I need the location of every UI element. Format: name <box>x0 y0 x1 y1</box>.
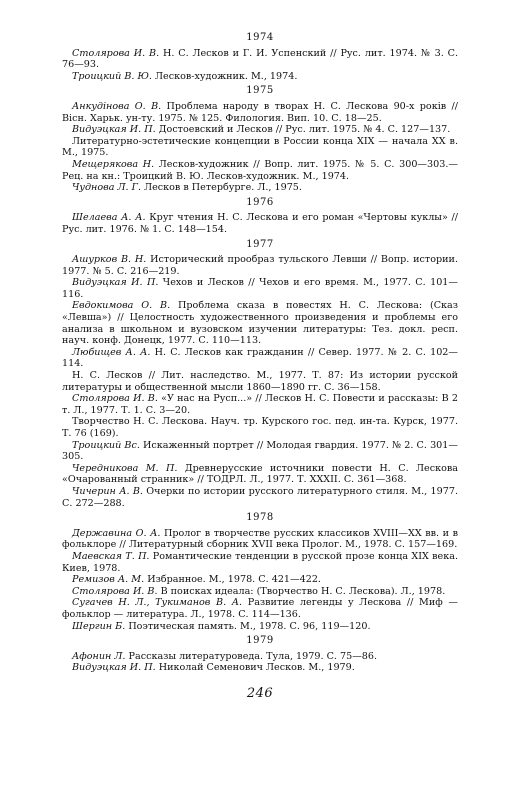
bibliography-entry <box>62 551 458 574</box>
entry-text: Избранное. М., 1978. С. 421—422. <box>144 574 321 586</box>
bibliography-entry <box>62 124 458 136</box>
bibliography-entry <box>62 347 458 370</box>
entry-author: Чичерин А. В. <box>72 485 143 497</box>
bibliography-entry <box>62 528 458 551</box>
bibliography-entry <box>62 574 458 586</box>
bibliography-entry <box>62 440 458 463</box>
entry-text: Чехов и Лесков // Чехов и его время. М., 1977. С. 101—116. <box>62 277 458 300</box>
entry-author: Любищев А. А. <box>72 346 151 358</box>
year-heading: 1974 <box>246 32 274 43</box>
entry-author: Сугачев Н. Л., Тукиманов В. А. <box>72 597 243 609</box>
bibliography-entry <box>62 662 458 674</box>
bibliography-entry <box>62 463 458 486</box>
entry-author: Анкудінова О. В. <box>72 100 162 112</box>
bibliography-entry <box>62 651 458 663</box>
entry-text: Н. С. Лесков и Г. И. Успенский // Рус. лит. 1974. № 3. С. 76—93. <box>62 47 458 71</box>
entry-text: Николай Семенович Лесков. М., 1979. <box>155 662 355 674</box>
bibliography-entry <box>62 182 458 194</box>
entry-text: Развитие легенды у Лескова // Миф — фольклор — литература. Л., 1978. С. 114—136. <box>62 597 458 620</box>
entry-author: Маевская Т. П. <box>72 550 150 562</box>
year-heading: 1976 <box>246 196 274 208</box>
entry-text: Исторический прообраз тульского Левши // Вопр. истории. 1977. № 5. С. 216—219. <box>62 254 458 277</box>
year-heading: 1978 <box>246 512 274 524</box>
bibliography-entry <box>62 71 458 83</box>
year-heading: 1975 <box>246 85 274 97</box>
bibliography-entry <box>62 393 458 416</box>
year-heading: 1979 <box>246 635 274 647</box>
entry-text: В поисках идеала: (Творчество Н. С. Лескова). Л., 1978. <box>157 585 446 597</box>
entry-author: Чередникова М. П. <box>72 462 178 474</box>
entry-author: Столярова И. В. <box>72 393 158 405</box>
entry-author: Видуэцкая И. П. <box>72 277 159 289</box>
entry-text: Проблема сказа в повестях Н. С. Лескова: (Сказ «Левша») // Целостность художественного произведения и проблемы его анализа в школьном и вузовском изучении литературы: Тез. докл. респ. науч. конф. Донецк, 1977. С. 110—113. <box>62 300 459 347</box>
bibliography-entry <box>62 300 458 346</box>
entry-author: Чуднова Л. Г. <box>72 182 142 194</box>
entry-text: Достоевский и Лесков // Рус. лит. 1975. № 4. С. 127—137. <box>155 124 451 136</box>
entry-author: Видуэцкая И. П. <box>72 662 156 674</box>
year-heading: 1977 <box>246 238 274 250</box>
entry-text: Очерки по истории русского литературного стиля. М., 1977. С. 272—288. <box>62 485 458 509</box>
bibliography-entry <box>62 277 458 300</box>
entry-text: Проблема народу в творах Н. С. Лескова 90-х років // Вісн. Харьк. ун-ту. 1975. № 125. Филология. Вип. 10. С. 18—25. <box>62 100 458 124</box>
entry-text: Поэтическая память. М., 1978. С. 96, 119—120. <box>125 620 371 632</box>
bibliography-entry <box>62 254 458 277</box>
entry-text: Пролог в творчестве русских классиков XVIII—XX вв. и в фольклоре // Литературный сборник XVII века Пролог. М., 1978. С. 157—169. <box>62 527 459 551</box>
entry-author: Шелаева А. А. <box>72 212 146 224</box>
entry-text: Литературно-эстетические концепции в России конца XIX — начала XX в. М., 1975. <box>62 135 458 159</box>
entry-text: Лесков-художник // Вопр. лит. 1975. № 5. С. 300—303.— Рец. на кн.: Троицкий В. Ю. Лесков-художник. М., 1974. <box>62 158 458 182</box>
bibliography-content <box>62 32 458 674</box>
bibliography-entry <box>62 159 458 182</box>
entry-author: Шергин Б. <box>72 620 126 632</box>
entry-text: Искаженный портрет // Молодая гвардия. 1977. № 2. С. 301—305. <box>62 439 458 463</box>
bibliography-entry <box>62 621 458 633</box>
bibliography-entry <box>62 416 458 439</box>
bibliography-entry <box>62 597 458 620</box>
bibliography-entry <box>62 48 458 71</box>
entry-author: Столярова И. В. <box>72 47 160 59</box>
entry-text: Лесков-художник. М., 1974. <box>151 70 298 82</box>
entry-author: Видуэцкая И. П. <box>72 124 156 136</box>
entry-text: Н. С. Лесков как гражданин // Север. 1977. № 2. С. 102—114. <box>62 346 458 370</box>
entry-author: Афонин Л. <box>72 650 126 662</box>
bibliography-entry <box>62 136 458 159</box>
entry-text: Лесков в Петербурге. Л., 1975. <box>141 182 302 194</box>
bibliography-entry <box>62 101 458 124</box>
bibliography-entry <box>62 586 458 598</box>
entry-author: Троицкий В. Ю. <box>72 70 152 82</box>
entry-text: «У нас на Русп...» // Лесков Н. С. Повести и рассказы: В 2 т. Л., 1977. Т. 1. С. 3—20. <box>62 393 459 416</box>
entry-text: Круг чтения Н. С. Лескова и его роман «Чертовы куклы» // Рус. лит. 1976. № 1. С. 148—154. <box>62 212 459 235</box>
entry-text: Рассказы литературоведа. Тула, 1979. С. 75—86. <box>125 650 378 662</box>
entry-text: Древнерусские источники повести Н. С. Лескова «Очарованный странник» // ТОДРЛ. Л., 1977. Т. XXXII. С. 361—368. <box>62 462 458 486</box>
entry-author: Державина О. А. <box>72 527 161 539</box>
entry-text: Творчество Н. С. Лескова. Науч. тр. Курского гос. пед. ин-та. Курск, 1977. Т. 76 (169). <box>62 416 458 439</box>
entry-author: Ашурков В. Н. <box>72 254 147 266</box>
entry-author: Ремизов А. М. <box>72 574 145 586</box>
bibliography-entry <box>62 370 458 393</box>
page-number: 246 <box>246 685 274 701</box>
entry-author: Евдокимова О. В. <box>72 300 171 312</box>
entry-author: Троицкий Вс. <box>72 439 140 451</box>
entry-author: Столярова И. В. <box>72 585 158 597</box>
bibliography-entry <box>62 212 458 235</box>
entry-text: Романтические тенденции в русской прозе конца XIX века. Киев, 1978. <box>62 550 458 574</box>
bibliography-entry <box>62 486 458 509</box>
entry-author: Мещерякова Н. <box>72 158 155 170</box>
entry-text: Н. С. Лесков // Лит. наследство. М., 1977. Т. 87: Из истории русской литературы и общественной мысли 1860—1890 гг. С. 36—158. <box>62 370 458 393</box>
